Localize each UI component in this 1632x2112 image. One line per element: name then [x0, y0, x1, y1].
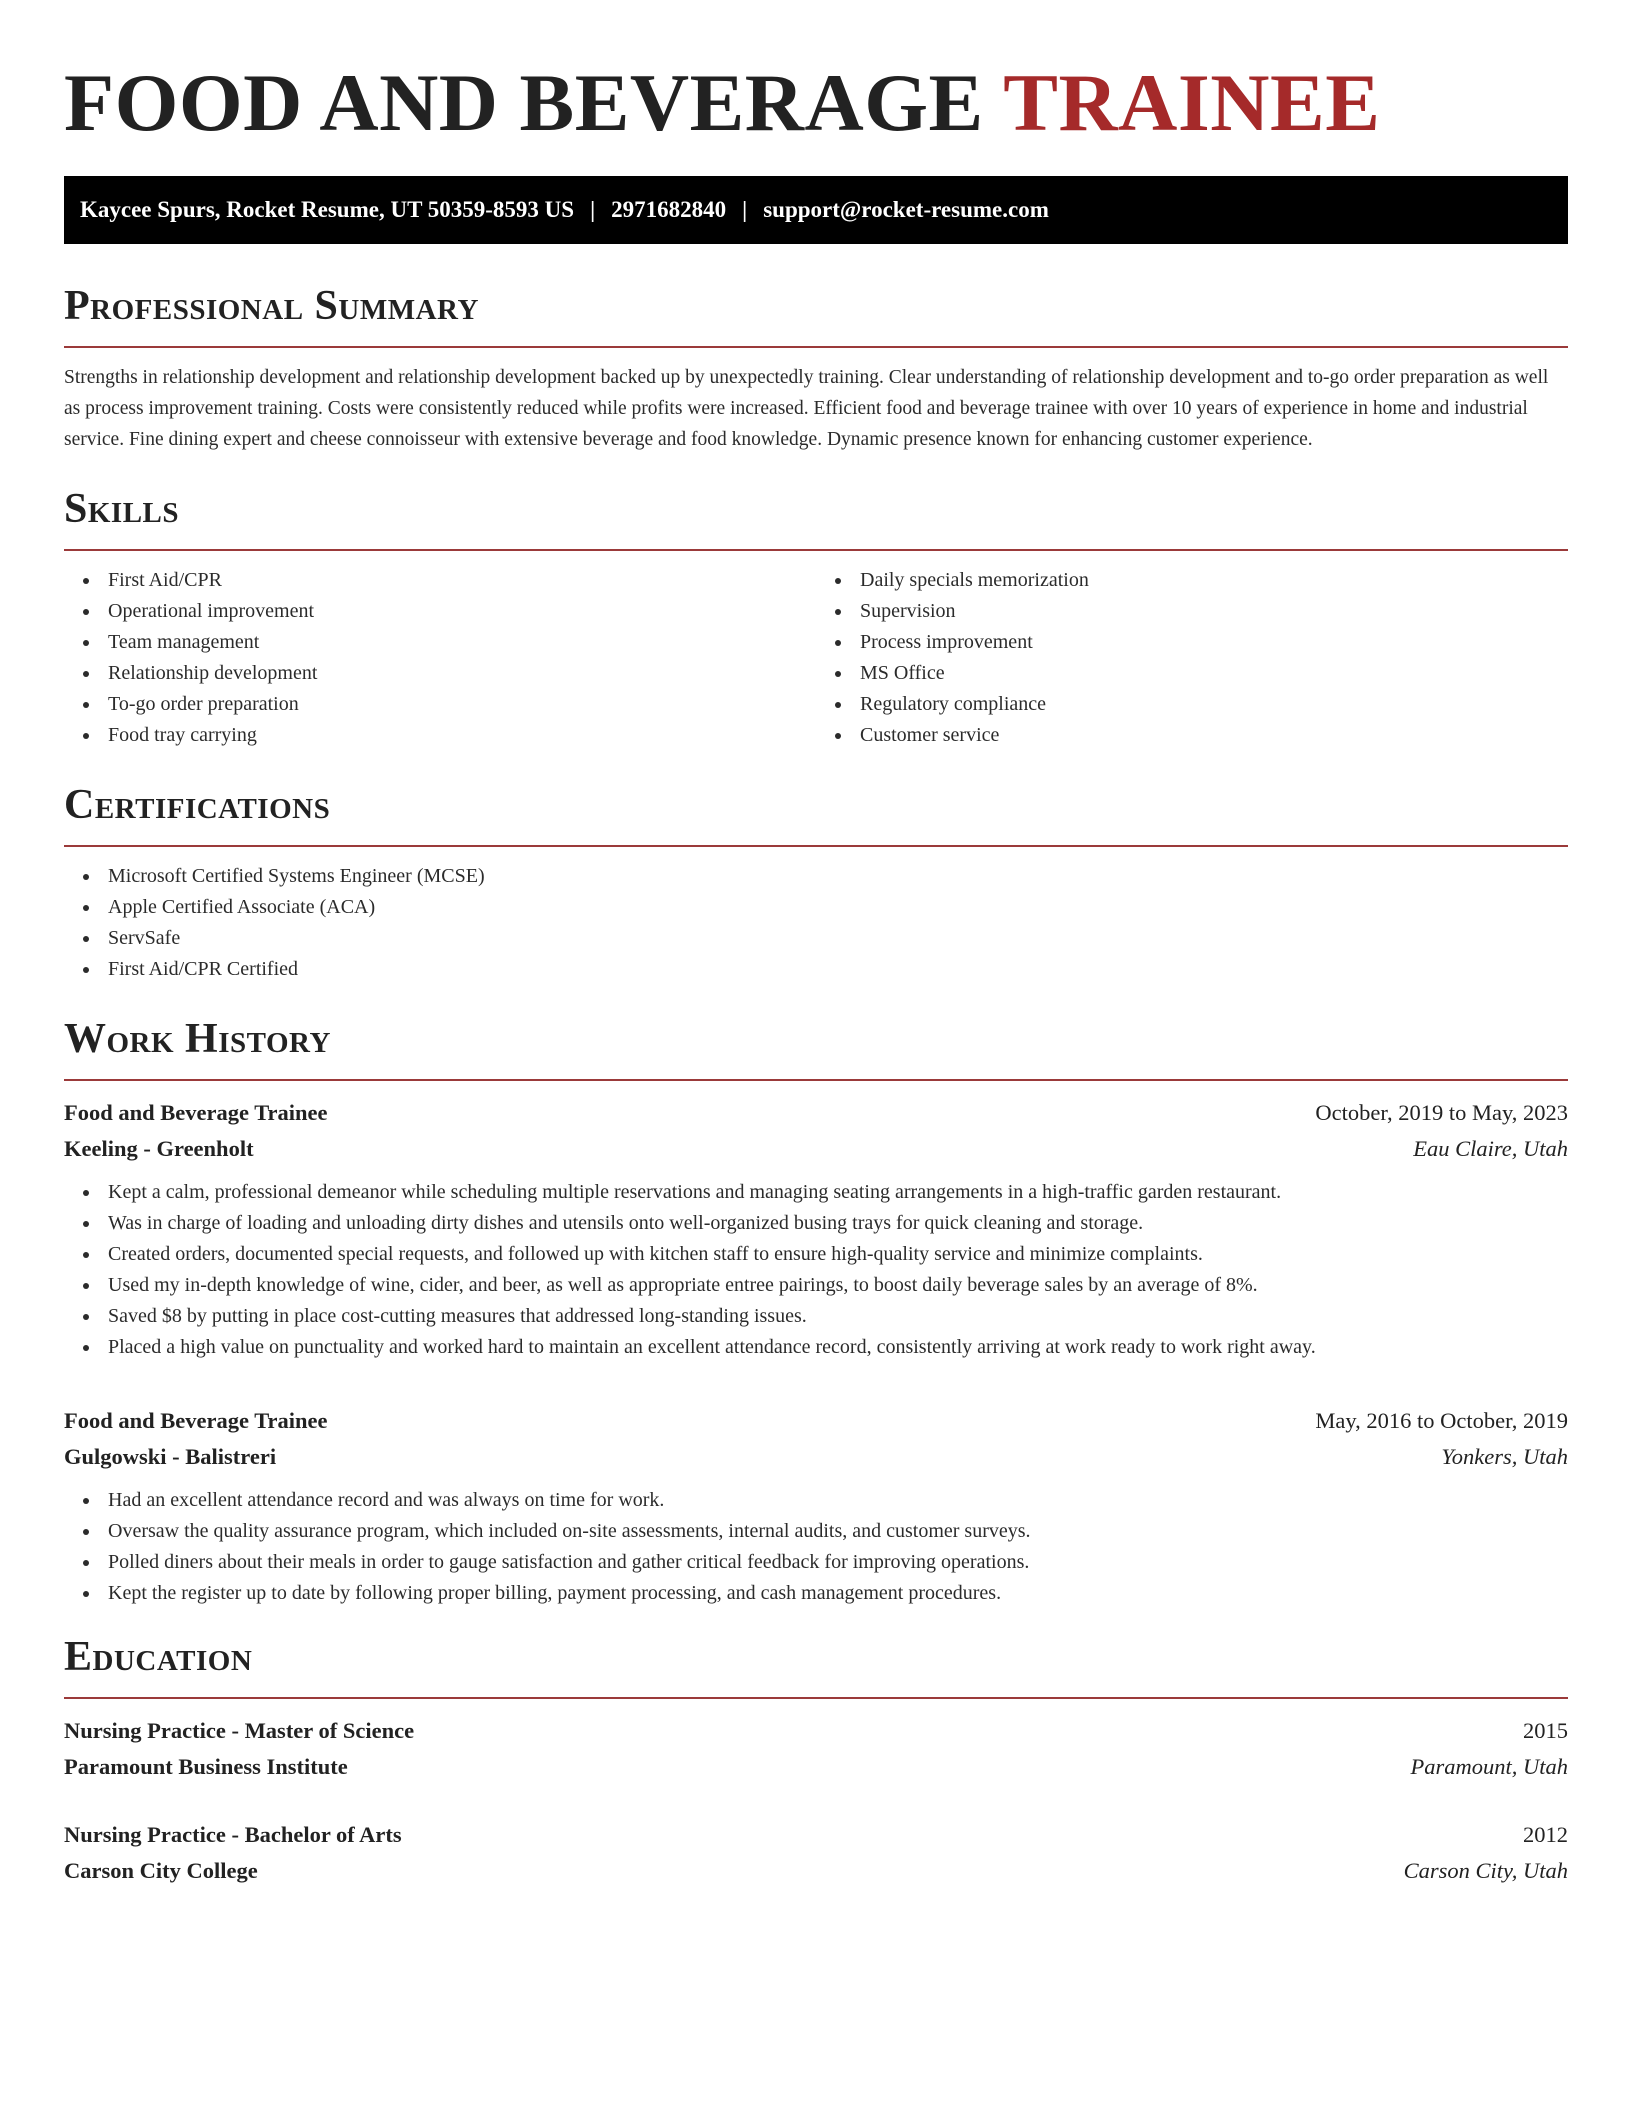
skill-item: Daily specials memorization	[860, 565, 1568, 596]
contact-address: Kaycee Spurs, Rocket Resume, UT 50359-8593 US	[80, 197, 575, 222]
skill-item: Supervision	[860, 596, 1568, 627]
work-history-section	[64, 1013, 1568, 1609]
contact-separator: |	[590, 197, 596, 222]
title-main: FOOD AND BEVERAGE	[64, 57, 984, 148]
skills-list-left	[64, 565, 816, 751]
certifications-list	[64, 861, 1568, 985]
education-entry	[64, 1713, 1568, 1785]
resume-title	[64, 58, 1568, 148]
job-entry	[64, 1403, 1568, 1609]
skills-section	[64, 483, 1568, 751]
section-heading-summary: Professional Summary	[64, 283, 479, 329]
certifications-section	[64, 779, 1568, 985]
section-heading-skills: Skills	[64, 486, 180, 532]
contact-separator: |	[742, 197, 748, 222]
title-accent: TRAINEE	[1003, 57, 1381, 148]
summary-section	[64, 280, 1568, 455]
job-entry	[64, 1095, 1568, 1363]
job-duty-item: Created orders, documented special requests, and followed up with kitchen staff to ensure high-quality service and minimize complaints.	[108, 1239, 1568, 1270]
skill-item: Customer service	[860, 720, 1568, 751]
job-duty-item: Was in charge of loading and unloading dirty dishes and utensils onto well-organized busing trays for quick cleaning and storage.	[108, 1208, 1568, 1239]
education-year: 2015	[1523, 1718, 1568, 1743]
job-duty-item: Had an excellent attendance record and was always on time for work.	[108, 1485, 1568, 1516]
certification-item: Microsoft Certified Systems Engineer (MCSE)	[108, 861, 1568, 892]
education-entry	[64, 1817, 1568, 1889]
job-location: Yonkers, Utah	[1441, 1444, 1568, 1469]
education-school: Carson City College	[64, 1858, 258, 1883]
contact-email[interactable]: support@rocket-resume.com	[763, 197, 1049, 222]
skill-item: Regulatory compliance	[860, 689, 1568, 720]
education-degree: Nursing Practice - Bachelor of Arts	[64, 1822, 402, 1847]
job-duty-item: Used my in-depth knowledge of wine, cider, and beer, as well as appropriate entree pairings, to boost daily beverage sales by an average of 8%.	[108, 1270, 1568, 1301]
job-company-row	[64, 1439, 1568, 1475]
job-duty-item: Placed a high value on punctuality and worked hard to maintain an excellent attendance record, consistently arriving at work ready to work right away.	[108, 1332, 1568, 1363]
skills-column-left	[64, 565, 816, 751]
education-school-row	[64, 1853, 1568, 1889]
skill-item: First Aid/CPR	[108, 565, 816, 596]
job-duty-item: Kept the register up to date by following proper billing, payment processing, and cash management procedures.	[108, 1578, 1568, 1609]
skill-item: Team management	[108, 627, 816, 658]
summary-text: Strengths in relationship development and relationship development backed up by unexpectedly training. Clear understanding of relationship development and to-go order preparation as well as process improvement training. Costs were consistently reduced while profits were increased. Efficient food and beverage trainee with over 10 years of experience in home and industrial service. Fine dining expert and cheese connoisseur with extensive beverage and food knowledge. Dynamic presence known for enhancing customer experience.	[64, 367, 1549, 450]
job-company: Gulgowski - Balistreri	[64, 1444, 277, 1469]
job-header-row	[64, 1095, 1568, 1131]
section-divider	[64, 1697, 1568, 1699]
job-duty-item: Saved $8 by putting in place cost-cutting measures that addressed long-standing issues.	[108, 1301, 1568, 1332]
section-divider	[64, 346, 1568, 348]
job-duty-item: Kept a calm, professional demeanor while scheduling multiple reservations and managing seating arrangements in a high-traffic garden restaurant.	[108, 1177, 1568, 1208]
education-degree-row	[64, 1817, 1568, 1853]
education-year: 2012	[1523, 1822, 1568, 1847]
job-duty-item: Oversaw the quality assurance program, which included on-site assessments, internal audits, and customer surveys.	[108, 1516, 1568, 1547]
section-divider	[64, 845, 1568, 847]
job-duty-item: Polled diners about their meals in order to gauge satisfaction and gather critical feedback for improving operations.	[108, 1547, 1568, 1578]
job-dates: May, 2016 to October, 2019	[1315, 1408, 1568, 1433]
education-section	[64, 1631, 1568, 1889]
job-dates: October, 2019 to May, 2023	[1315, 1100, 1568, 1125]
section-divider	[64, 549, 1568, 551]
education-location: Paramount, Utah	[1410, 1754, 1568, 1779]
education-location: Carson City, Utah	[1403, 1858, 1568, 1883]
job-company-row	[64, 1131, 1568, 1167]
skill-item: Process improvement	[860, 627, 1568, 658]
section-heading-certifications: Certifications	[64, 782, 331, 828]
section-heading-work-history: Work History	[64, 1016, 331, 1062]
education-school-row	[64, 1749, 1568, 1785]
section-divider	[64, 1079, 1568, 1081]
job-title: Food and Beverage Trainee	[64, 1408, 328, 1433]
skill-item: MS Office	[860, 658, 1568, 689]
job-duties-list	[64, 1485, 1568, 1609]
skills-columns	[64, 565, 1568, 751]
certification-item: First Aid/CPR Certified	[108, 954, 1568, 985]
skill-item: Operational improvement	[108, 596, 816, 627]
skills-list-right	[816, 565, 1568, 751]
job-location: Eau Claire, Utah	[1413, 1136, 1568, 1161]
job-duties-list	[64, 1177, 1568, 1363]
contact-phone[interactable]: 2971682840	[611, 197, 727, 222]
education-degree-row	[64, 1713, 1568, 1749]
job-header-row	[64, 1403, 1568, 1439]
job-company: Keeling - Greenholt	[64, 1136, 254, 1161]
skill-item: Relationship development	[108, 658, 816, 689]
contact-bar	[64, 176, 1568, 244]
certification-item: ServSafe	[108, 923, 1568, 954]
skill-item: To-go order preparation	[108, 689, 816, 720]
education-degree: Nursing Practice - Master of Science	[64, 1718, 415, 1743]
education-school: Paramount Business Institute	[64, 1754, 348, 1779]
section-heading-education: Education	[64, 1634, 253, 1680]
job-title: Food and Beverage Trainee	[64, 1100, 328, 1125]
skills-column-right	[816, 565, 1568, 751]
certification-item: Apple Certified Associate (ACA)	[108, 892, 1568, 923]
skill-item: Food tray carrying	[108, 720, 816, 751]
